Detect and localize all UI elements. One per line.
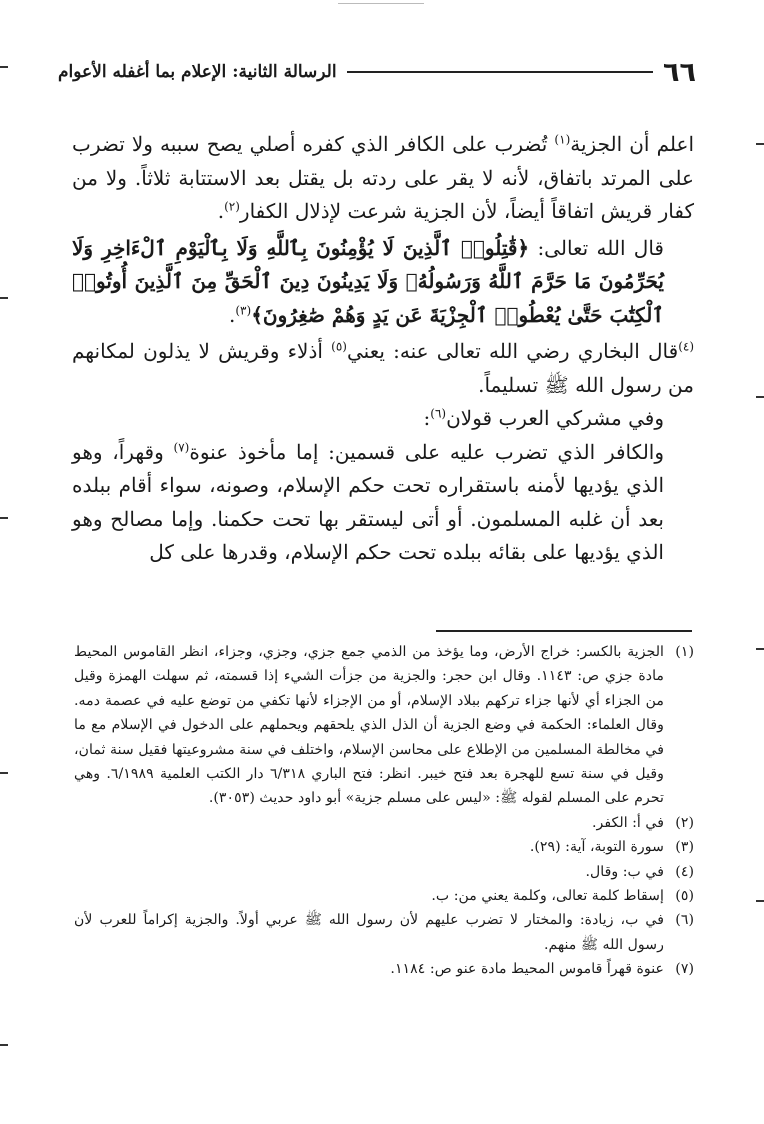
paragraph-arab-polytheists: وفي مشركي العرب قولان$^{(٦)}$: [423, 406, 664, 430]
scan-margin-mark [0, 1044, 8, 1046]
footnote-6 [74, 908, 694, 957]
footnote-5 [74, 884, 694, 908]
footnote-1 [74, 640, 694, 811]
footnote-number: (٥) [675, 888, 694, 905]
footnote-text: سورة التوبة، آية: (٢٩). [529, 839, 664, 856]
main-text [72, 128, 694, 570]
footnote-7 [74, 957, 694, 981]
running-title: الرسالة الثانية: الإعلام بما أغفله الأعوام [58, 62, 337, 82]
footnotes [74, 640, 694, 982]
page-number: ٦٦ [663, 56, 696, 88]
top-edge-mark [338, 3, 424, 4]
paragraph-bukhari: $^{(٤)}$قال البخاري رضي الله تعالى عنه: يعني$^{(٥)}$ أذلاء وقريش لا يذلون لمكانهم من رسول الله ﷺ تسليماً. [72, 339, 695, 397]
footnote-text: الجزية بالكسر: خراج الأرض، وما يؤخذ من الذمي جمع جزي، وجزي، وجزاء، انظر القاموس المحيط مادة جزي ص: ١١٤٣. وقال ابن حجر: والجزية من جزأت الشيء إذا قسمته، ثم سهلت الهمزة وقيل من الجزاء أي لأنها جزاء تركهم ببلاد الإسلام، أو من الإجزاء لأنها تكفي من توضع عليه في عصمة دمه. وقال العلماء: الحكمة في وضع الجزية أن الذل الذي يلحقهم ويحملهم على الدخول في الإسلام مع ما في مخالطة المسلمين من الإطلاع على محاسن الإسلام، واختلف في سنة مشروعيتها فقيل سنة ثمان، وقيل في سنة تسع للهجرة بعد فتح خيبر. انظر: فتح الباري ٦/٣١٨ دار الكتب العلمية ٦/١٩٨٩. وهي تحرم على المسلم لقوله ﷺ: «ليس على مسلم جزية» أبو داود حديث (٣٠٥٣). [74, 644, 664, 807]
footnote-number: (٢) [675, 814, 694, 831]
footnote-text: في أ: الكفر. [592, 814, 664, 831]
footnote-text: في ب: وقال. [585, 863, 664, 880]
footnote-text: عنوة قهراً قاموس المحيط مادة عنو ص: ١١٨٤. [390, 961, 664, 978]
footnote-text: في ب، زيادة: والمختار لا تضرب عليهم لأن رسول الله ﷺ عربي أولاً. والجزية إكراماً للعرب لأن رسول الله ﷺ منهم. [74, 912, 664, 953]
paragraph-quran-verse: قال الله تعالى: ﴿قَٰتِلُوا۟ ٱلَّذِينَ لَا يُؤْمِنُونَ بِٱللَّهِ وَلَا بِٱلْيَوْمِ ٱلْءَاخِرِ وَلَا يُحَرِّمُونَ مَا حَرَّمَ ٱللَّهُ وَرَسُولُهُۥ وَلَا يَدِينُونَ دِينَ ٱلْحَقِّ مِنَ ٱلَّذِينَ أُوتُوا۟ ٱلْكِتَٰبَ حَتَّىٰ يُعْطُوا۟ ٱلْجِزْيَةَ عَن يَدٍ وَهُمْ صَٰغِرُونَ﴾$^{(٣)}$. [72, 235, 664, 327]
footnote-number: (٣) [675, 839, 694, 856]
paragraph-jizya-definition: اعلم أن الجزية$^{(١)}$ تُضرب على الكافر الذي كفره أصلي يصح سببه ولا تضرب على المرتد باتفاق، لأنه لا يقر على ردته بل يقتل بعد الاستتابة ثلاثاً. ولا من كفار قريش اتفاقاً أيضاً، لأن الجزية شرعت لإذلال الكفار$^{(٢)}$. [72, 132, 695, 223]
quran-verse: ﴿قَٰتِلُوا۟ ٱلَّذِينَ لَا يُؤْمِنُونَ بِٱللَّهِ وَلَا بِٱلْيَوْمِ ٱلْءَاخِرِ وَلَا يُحَرِّمُونَ مَا حَرَّمَ ٱللَّهُ وَرَسُولُهُۥ وَلَا يَدِينُونَ دِينَ ٱلْحَقِّ مِنَ ٱلَّذِينَ أُوتُوا۟ ٱلْكِتَٰبَ حَتَّىٰ يُعْطُوا۟ ٱلْجِزْيَةَ عَن يَدٍ وَهُمْ صَٰغِرُونَ﴾ [72, 235, 664, 327]
footnote-ref-6[interactable]: (٦) [430, 406, 447, 421]
paragraph-two-categories: والكافر الذي تضرب عليه على قسمين: إما مأخوذ عنوة$^{(٧)}$ وقهراً، وهو الذي يؤديها لأمنه باستقراره تحت حكم الإسلام، وصونه، سواء أقام ببلده بعد أن غلبه المسلمون. أو أتى ليستقر بها تحت حكمنا. وإما مصالح وهو الذي يؤديها على بقائه ببلده تحت حكم الإسلام، وقدرها على كل [72, 439, 665, 564]
footnote-4 [74, 860, 694, 884]
footnote-ref-3[interactable]: (٣) [235, 302, 252, 317]
footnote-ref-4[interactable]: (٤) [678, 339, 695, 354]
scan-margin-mark [756, 900, 764, 902]
footnote-number: (٦) [675, 912, 694, 929]
footnote-ref-7[interactable]: (٧) [173, 439, 190, 454]
footnote-ref-2[interactable]: (٢) [224, 199, 240, 214]
footnote-text: إسقاط كلمة تعالى، وكلمة يعني من: ب. [431, 888, 664, 905]
scan-margin-mark [756, 143, 764, 145]
footnote-number: (٤) [675, 863, 694, 880]
header-rule [347, 71, 653, 73]
running-header [58, 52, 696, 92]
footnote-number: (٧) [675, 961, 694, 978]
footnote-separator [436, 630, 692, 632]
scan-margin-mark [0, 772, 8, 774]
scan-margin-mark [0, 517, 8, 519]
footnote-2 [74, 811, 694, 835]
footnote-3 [74, 835, 694, 859]
scan-margin-mark [756, 396, 764, 398]
footnote-ref-5[interactable]: (٥) [331, 339, 347, 354]
scan-margin-mark [0, 66, 8, 68]
scan-margin-mark [756, 648, 764, 650]
scan-margin-mark [0, 297, 8, 299]
footnote-number: (١) [675, 644, 694, 660]
footnote-ref-1[interactable]: (١) [554, 132, 571, 147]
